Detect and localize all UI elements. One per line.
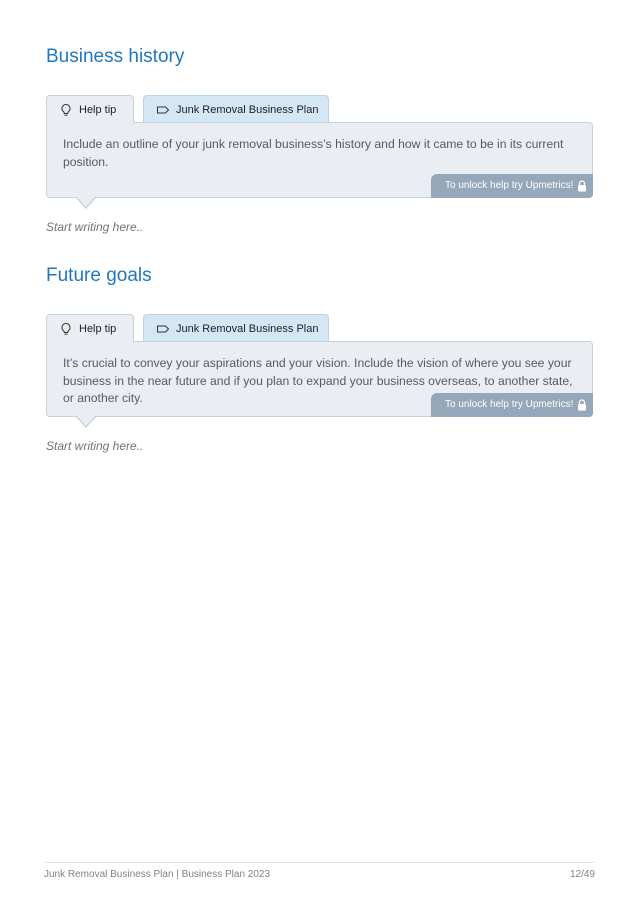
tab-help-label: Help tip — [79, 323, 117, 335]
tag-icon — [156, 322, 170, 336]
lightbulb-icon — [59, 322, 73, 336]
writing-placeholder[interactable]: Start writing here.. — [46, 439, 144, 453]
section-title: Future goals — [46, 265, 152, 286]
unlock-help-button[interactable] — [431, 393, 593, 417]
help-tip-text: It’s crucial to convey your aspirations and your vision. Include the vision of where you see your business in the near future and if you plan to expand your business overseas, to another state, or another city. — [63, 356, 573, 405]
writing-placeholder[interactable]: Start writing here.. — [46, 220, 144, 234]
tab-plan-label: Junk Removal Business Plan — [176, 322, 319, 335]
help-tip-box — [46, 341, 593, 417]
help-tip-box — [46, 122, 593, 198]
unlock-label: To unlock help try Upmetrics! — [445, 180, 574, 192]
tab-plan-label: Junk Removal Business Plan — [176, 103, 319, 116]
section-business-history — [46, 46, 593, 234]
section-title: Business history — [46, 46, 185, 67]
tag-icon — [156, 103, 170, 117]
page-footer — [44, 862, 595, 880]
tab-business-plan[interactable] — [143, 95, 329, 123]
section-future-goals — [46, 265, 593, 453]
tip-pointer — [75, 416, 97, 428]
unlock-label: To unlock help try Upmetrics! — [445, 399, 574, 411]
tab-help-tip[interactable] — [46, 314, 134, 343]
lock-icon — [577, 399, 587, 411]
tip-tabs — [46, 95, 593, 123]
page-number: 12/49 — [569, 869, 595, 880]
lightbulb-icon — [59, 103, 73, 117]
tab-help-label: Help tip — [79, 104, 117, 116]
tab-help-tip[interactable] — [46, 95, 134, 124]
footer-document-title: Junk Removal Business Plan | Business Plan 2023 — [44, 869, 271, 880]
tab-business-plan[interactable] — [143, 314, 329, 342]
tip-tabs — [46, 314, 593, 342]
lock-icon — [577, 180, 587, 192]
unlock-help-button[interactable] — [431, 174, 593, 198]
tip-pointer — [75, 197, 97, 209]
help-tip-text: Include an outline of your junk removal business’s history and how it came to be in its current position. — [63, 137, 564, 169]
